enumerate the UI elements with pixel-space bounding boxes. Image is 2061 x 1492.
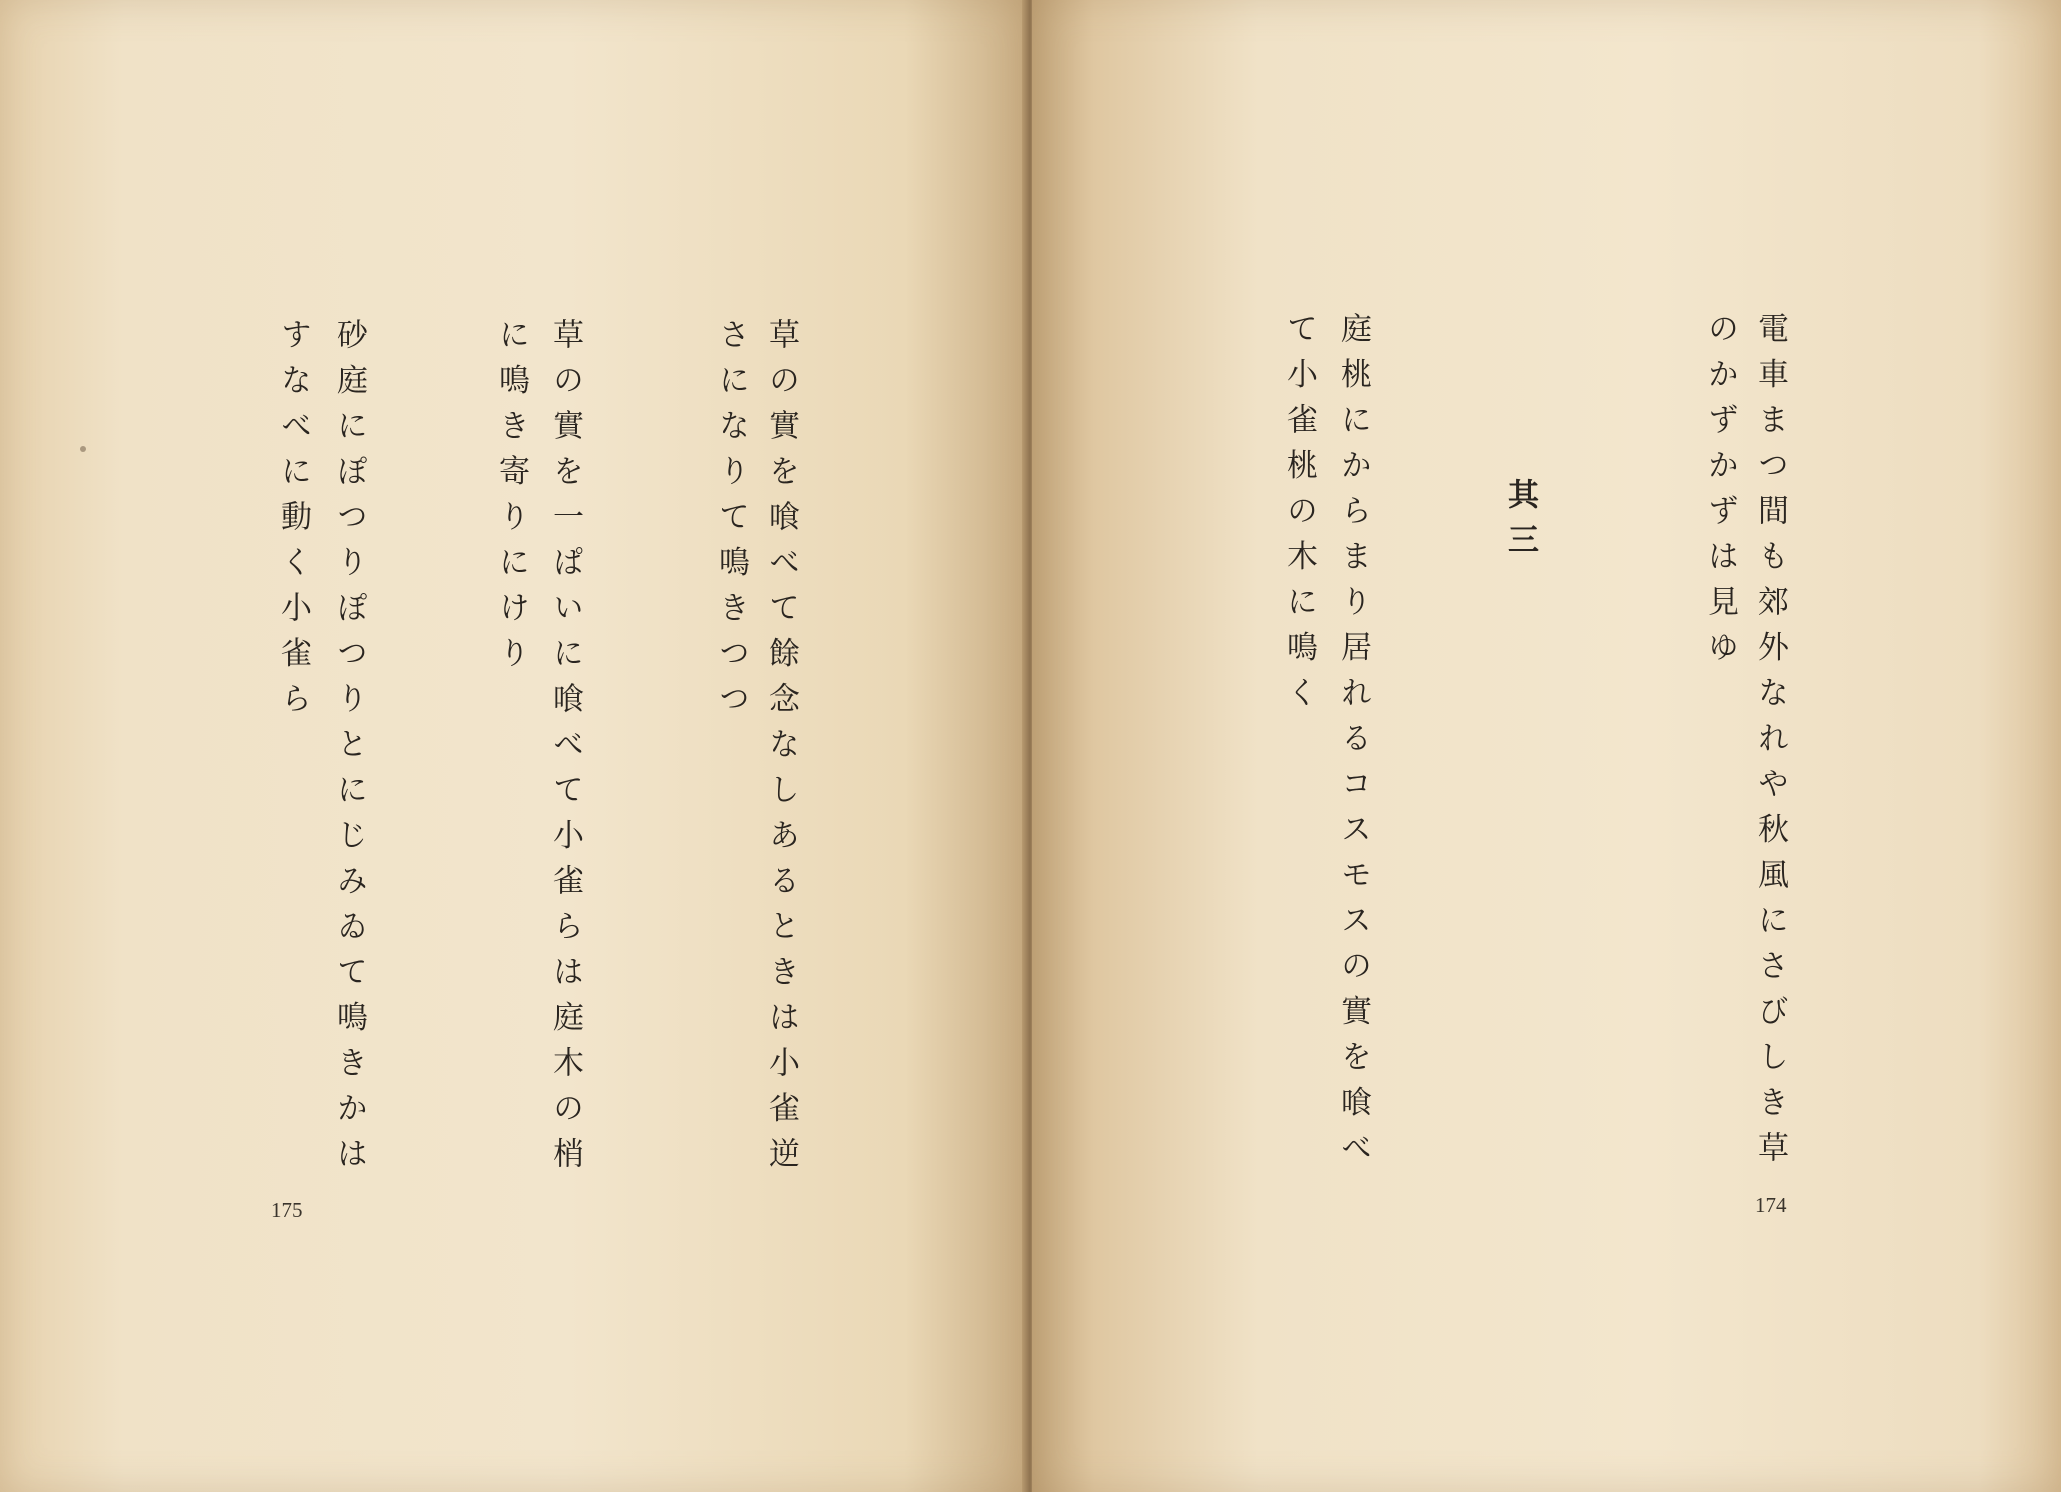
poem-line: のかずかずは見ゆ xyxy=(1702,312,1738,676)
poem-line: 草の實を一ぱいに喰べて小雀らは庭木の梢 xyxy=(547,318,583,1183)
paper-speck xyxy=(80,446,86,452)
poem-line: すなべに動く小雀ら xyxy=(275,318,311,728)
poem-line: さになりて鳴きつつ xyxy=(713,318,749,728)
poem-line: て小雀桃の木に鳴く xyxy=(1281,312,1317,722)
page-number: 175 xyxy=(271,1198,303,1222)
poem-line: に鳴き寄りにけり xyxy=(493,318,529,682)
poem-line: 電車まつ間も郊外なれや秋風にさびしき草 xyxy=(1752,312,1788,1177)
right-page xyxy=(1032,0,2061,1492)
left-page xyxy=(0,0,1028,1492)
page-number: 174 xyxy=(1755,1193,1787,1217)
poem-line: 庭桃にからまり居れるコスモスの實を喰べ xyxy=(1335,312,1371,1177)
poem-line: 砂庭にぽつりぽつりとにじみゐて鳴きかは xyxy=(331,318,367,1183)
poem-line: 草の實を喰べて餘念なしあるときは小雀逆 xyxy=(763,318,799,1183)
section-heading: 其三 xyxy=(1502,478,1538,568)
